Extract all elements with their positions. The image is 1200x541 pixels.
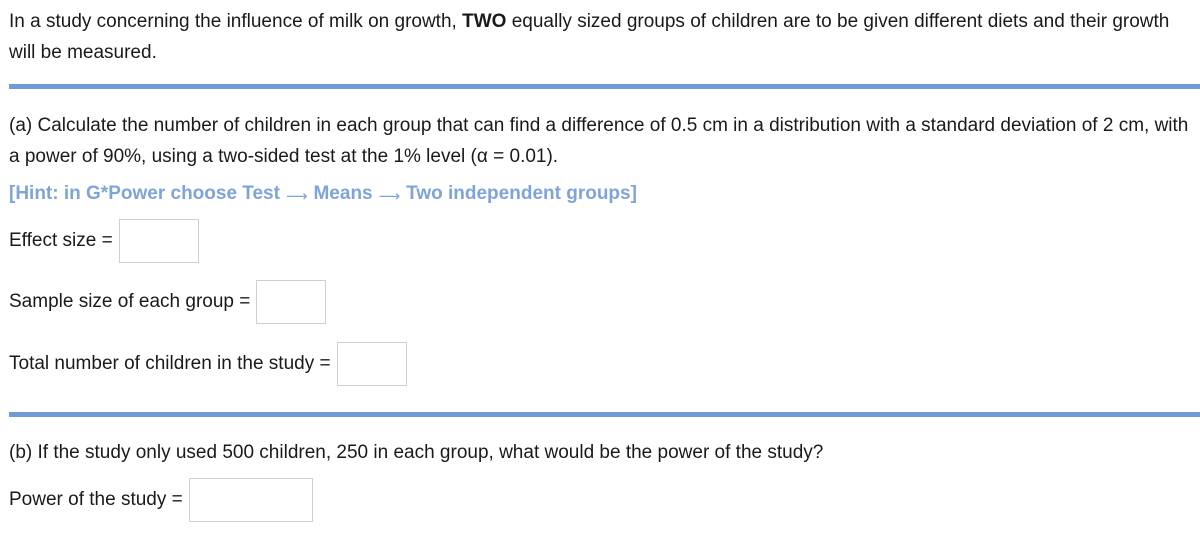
part-b-question: (b) If the study only used 500 children, 250 in each group, what would be the power of the study?: [9, 442, 824, 463]
total-children-input[interactable]: [337, 342, 407, 386]
sample-size-row: [9, 280, 326, 324]
sample-size-label: Sample size of each group =: [9, 291, 251, 312]
hint-open: [Hint: in G*Power choose Test: [9, 183, 280, 204]
section-divider-middle: [9, 412, 1200, 417]
part-a-question: (a) Calculate the number of children in each group that can find a difference of 0.5 cm in a distribution with a standard deviation of 2 cm, with a power of 90%, using a two-sided test at the 1% level (α = 0.01).: [9, 115, 1189, 167]
hint-means: Means: [313, 183, 373, 204]
part-a-hint: [9, 180, 637, 209]
intro-part1: In a study concerning the influence of milk on growth,: [9, 11, 463, 32]
total-children-label: Total number of children in the study =: [9, 353, 331, 374]
effect-size-input[interactable]: [119, 219, 199, 263]
power-label: Power of the study =: [9, 489, 183, 510]
intro-part2: equally sized groups of children are to be given different diets and their growth will be measured.: [9, 11, 1170, 63]
sample-size-input[interactable]: [256, 280, 326, 324]
total-children-row: [9, 342, 407, 386]
arrow-right-icon: ⟶: [285, 188, 308, 205]
hint-close: Two independent groups]: [406, 183, 637, 204]
power-input[interactable]: [189, 478, 313, 522]
power-row: [9, 478, 313, 522]
section-divider-top: [9, 84, 1200, 89]
effect-size-label: Effect size =: [9, 230, 113, 251]
intro-text: [9, 6, 1194, 68]
arrow-right-icon: ⟶: [378, 188, 401, 205]
effect-size-row: [9, 219, 199, 263]
intro-bold: TWO: [462, 11, 507, 32]
